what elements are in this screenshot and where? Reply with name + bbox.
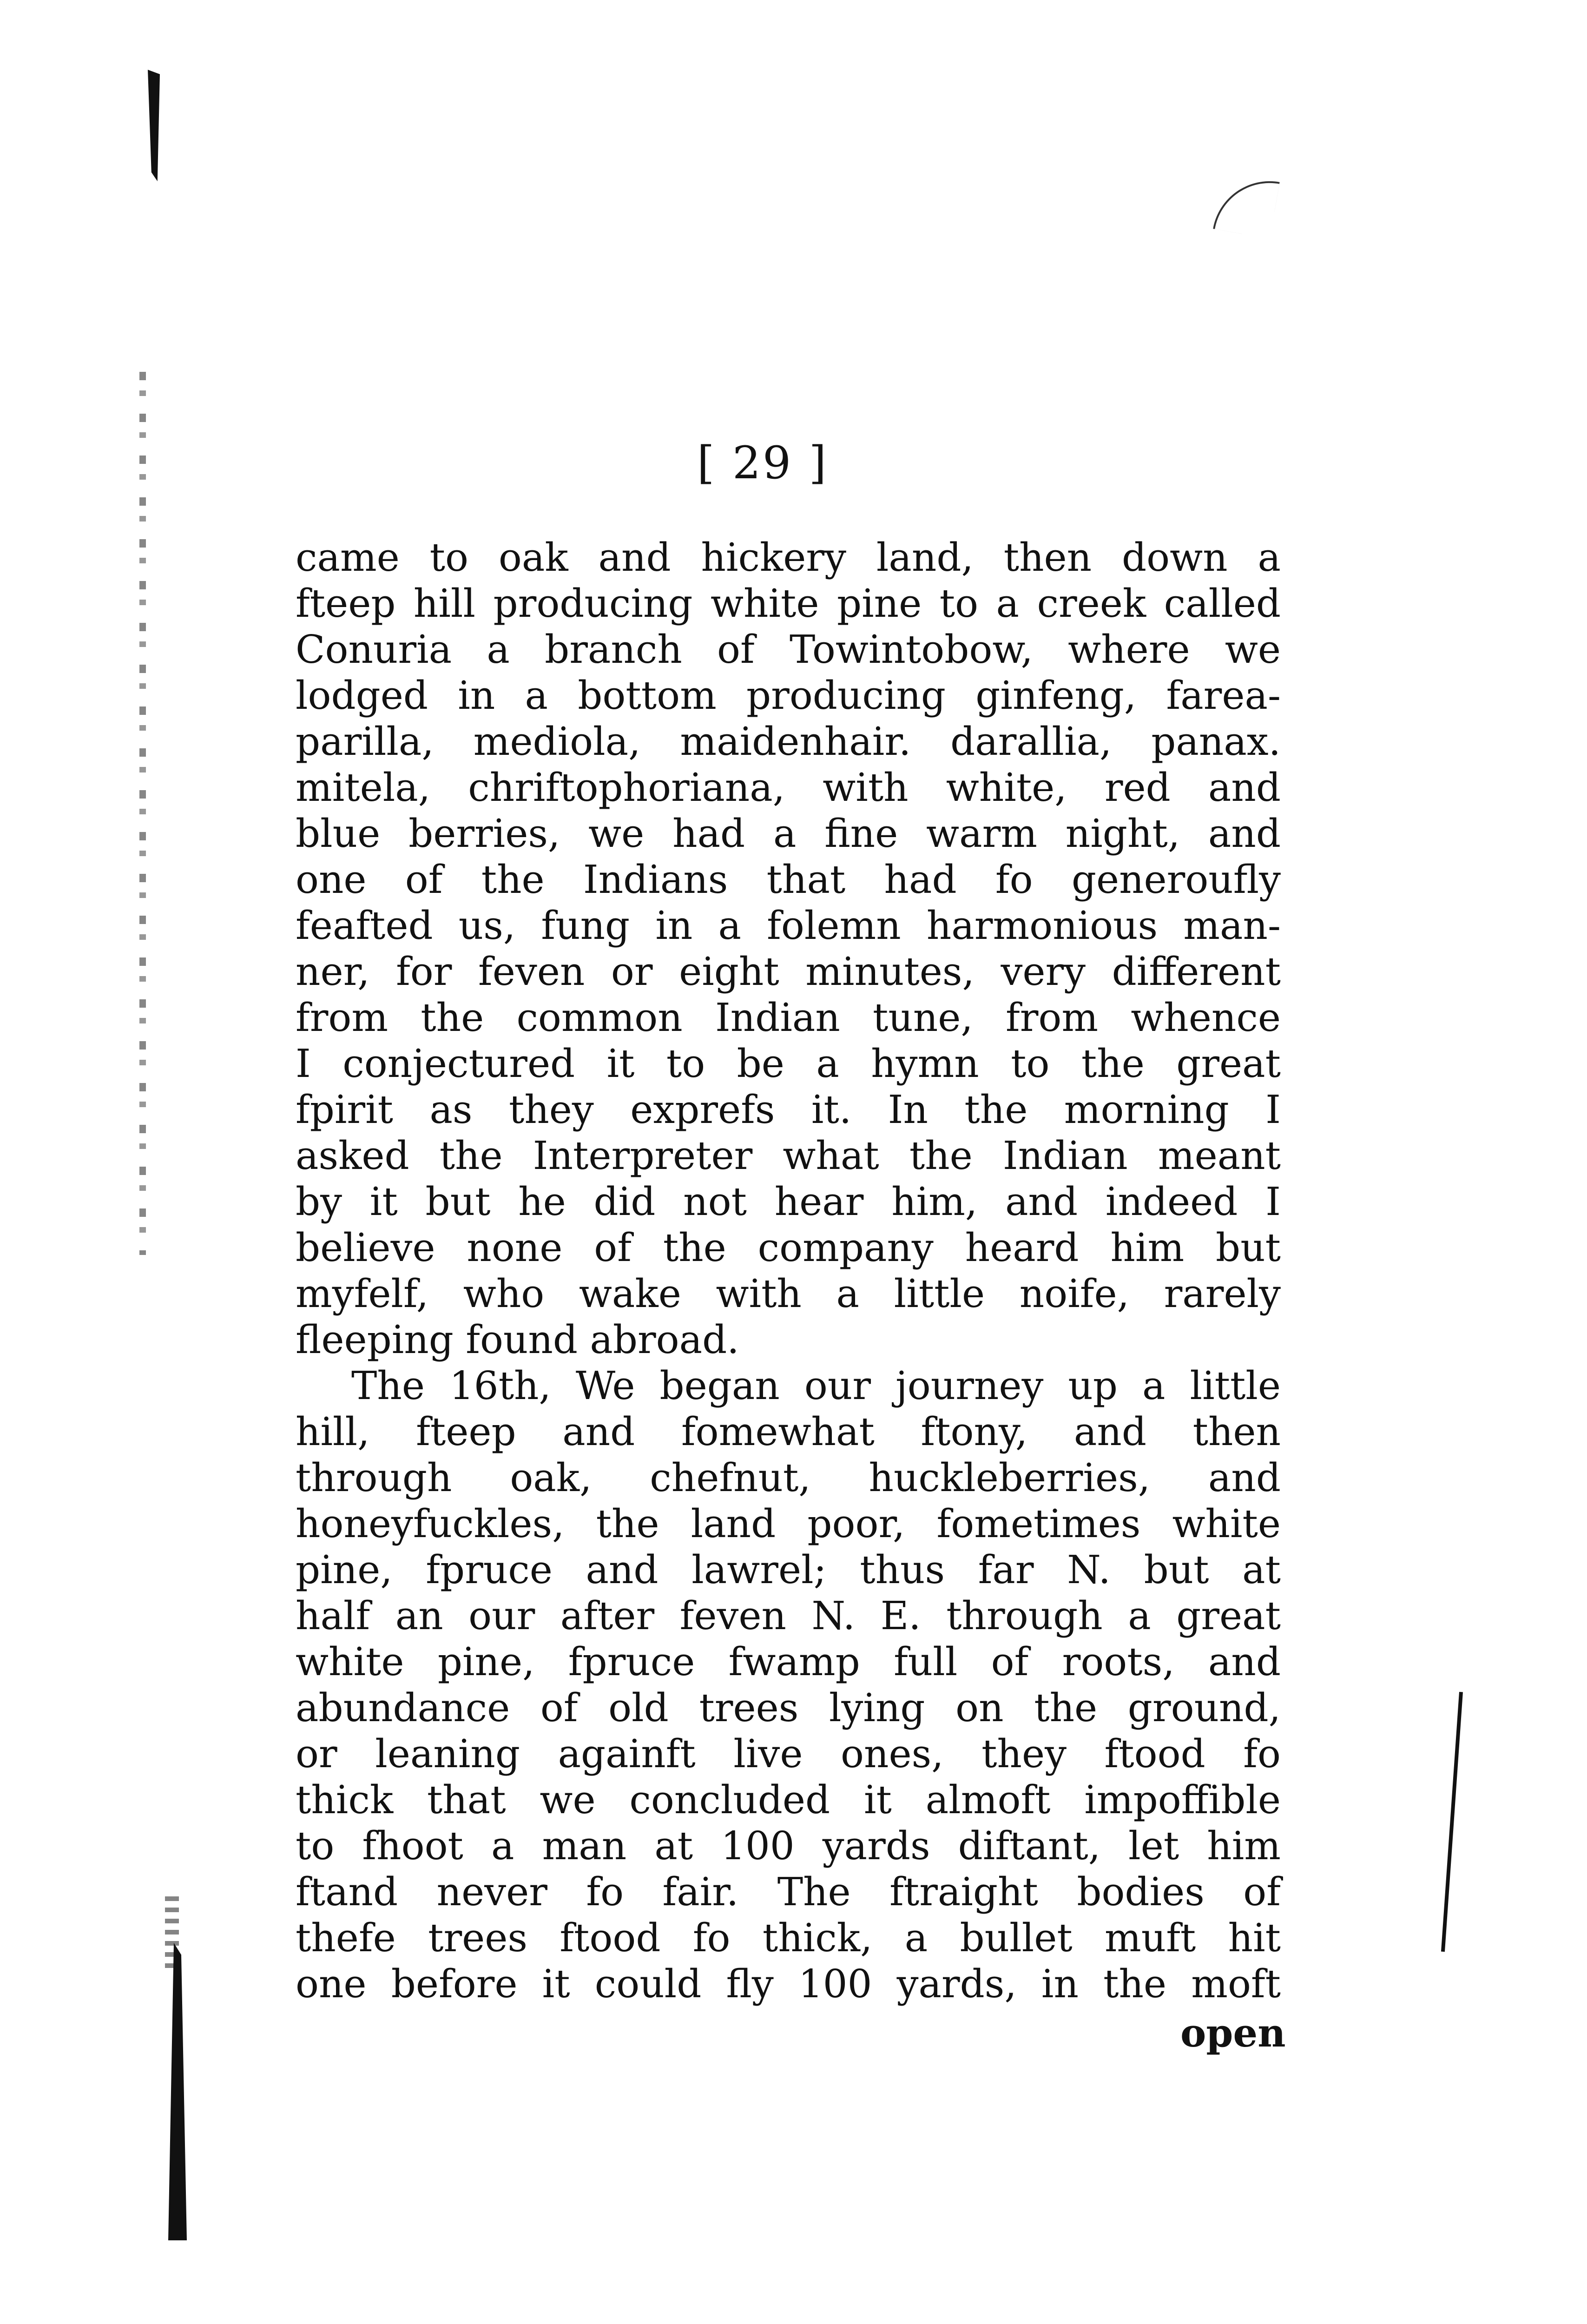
binding-edge-mark xyxy=(148,70,160,181)
text-line: came to oak and hickery land, then down a xyxy=(296,535,1281,580)
text-line: fleeping found abroad. xyxy=(296,1317,739,1362)
text-line: by it but he did not hear him, and indeed I xyxy=(296,1179,1281,1224)
text-line: hill, fteep and fomewhat ftony, and then xyxy=(296,1409,1281,1454)
text-line: thick that we concluded it almoft impoffible xyxy=(296,1777,1281,1822)
text-line: The 16th, We began our journey up a little xyxy=(351,1363,1281,1408)
pen-stroke-mark xyxy=(1213,172,1280,239)
text-line: feafted us, fung in a folemn harmonious man- xyxy=(296,903,1281,948)
text-line: blue berries, we had a fine warm night, and xyxy=(296,811,1281,856)
text-line: ner, for feven or eight minutes, very different xyxy=(296,949,1281,994)
text-line: one before it could fly 100 yards, in the moft xyxy=(296,1961,1281,2007)
binding-edge-mark-bottom xyxy=(168,1943,187,2240)
text-line: white pine, fpruce fwamp full of roots, and xyxy=(296,1639,1281,1684)
text-line: or leaning againft live ones, they ftood fo xyxy=(296,1731,1281,1776)
text-line: asked the Interpreter what the Indian meant xyxy=(296,1133,1281,1178)
text-line: through oak, chefnut, huckleberries, and xyxy=(296,1455,1281,1500)
text-line: thefe trees ftood fo thick, a bullet muft hit xyxy=(296,1915,1281,1961)
text-line: believe none of the company heard him but xyxy=(296,1225,1281,1270)
text-line: fteep hill producing white pine to a creek called xyxy=(296,581,1281,626)
text-line: to fhoot a man at 100 yards diftant, let him xyxy=(296,1823,1281,1868)
text-line: pine, fpruce and lawrel; thus far N. but at xyxy=(296,1547,1281,1592)
text-line: Conuria a branch of Towintobow, where we xyxy=(296,627,1281,672)
text-line: honeyfuckles, the land poor, fometimes white xyxy=(296,1501,1281,1546)
text-line: parilla, mediola, maidenhair. darallia, panax. xyxy=(296,719,1281,764)
text-line: from the common Indian tune, from whence xyxy=(296,995,1281,1040)
margin-pen-line xyxy=(1441,1692,1463,1952)
text-line: fpirit as they exprefs it. In the morning I xyxy=(296,1087,1281,1132)
text-line: lodged in a bottom producing ginfeng, farea- xyxy=(296,673,1281,718)
text-line: one of the Indians that had fo generoufly xyxy=(296,857,1281,902)
binding-edge-shadow xyxy=(139,372,146,1255)
text-line: ftand never fo fair. The ftraight bodies of xyxy=(296,1869,1281,1915)
body-text xyxy=(296,535,1281,2007)
catchword: open xyxy=(1180,2010,1286,2056)
text-line: abundance of old trees lying on the ground, xyxy=(296,1685,1281,1730)
text-line: mitela, chriftophoriana, with white, red and xyxy=(296,765,1281,810)
text-line: I conjectured it to be a hymn to the great xyxy=(296,1041,1281,1086)
text-line: half an our after feven N. E. through a great xyxy=(296,1593,1281,1638)
text-line: myfelf, who wake with a little noife, rarely xyxy=(296,1271,1281,1316)
page-number-header: [ 29 ] xyxy=(697,437,829,489)
